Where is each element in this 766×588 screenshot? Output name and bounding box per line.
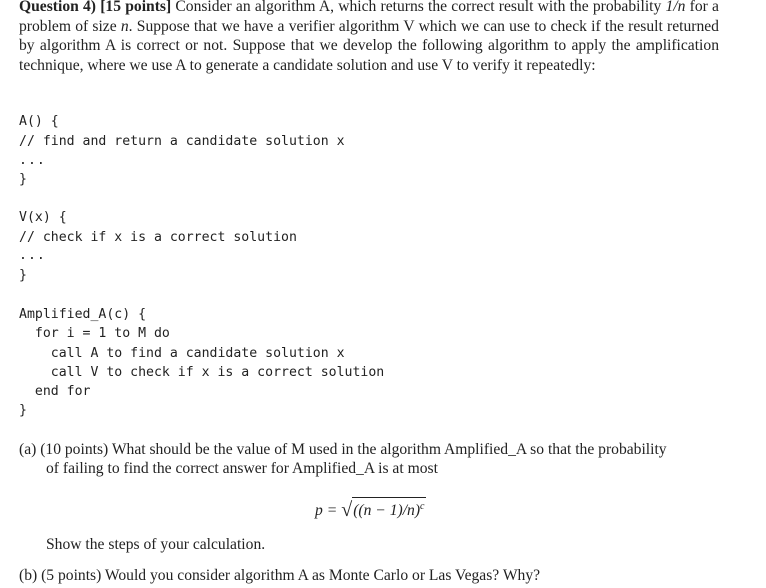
intro-prob: 1/n bbox=[665, 0, 686, 15]
question-intro bbox=[19, 0, 719, 75]
code-a-header: A() { bbox=[19, 114, 59, 129]
code-a-comment: // find and return a candidate solution x bbox=[19, 134, 345, 149]
question-points: [15 points] bbox=[100, 0, 172, 15]
code-v-comment: // check if x is a correct solution bbox=[19, 230, 297, 245]
code-amp-header: Amplified_A(c) { bbox=[19, 307, 147, 322]
formula-exponent: c bbox=[420, 501, 425, 512]
code-v-dots: ... bbox=[19, 248, 46, 263]
code-amp-endfor: end for bbox=[19, 384, 91, 399]
code-a-close: } bbox=[19, 172, 27, 187]
part-a-show-steps: Show the steps of your calculation. bbox=[46, 536, 266, 553]
code-v-header: V(x) { bbox=[19, 210, 67, 225]
code-v-close: } bbox=[19, 268, 27, 283]
question-label: Question 4) bbox=[19, 0, 96, 15]
intro-size-var: n bbox=[120, 17, 129, 35]
intro-text-2: for a problem of size bbox=[19, 0, 719, 35]
formula-radicand: ((n − 1)/n) bbox=[353, 502, 421, 520]
intro-text-1: Consider an algorithm A, which returns the correct result with the probability bbox=[171, 0, 666, 15]
code-amp-call-a: call A to find a candidate solution x bbox=[19, 346, 345, 361]
code-a-dots: ... bbox=[19, 153, 46, 168]
formula-lhs: p = bbox=[315, 502, 338, 520]
part-b-line-1: (b) (5 points) Would you consider algorithm A as Monte Carlo or Las Vegas? Why? bbox=[19, 567, 541, 584]
intro-text-3: . Suppose that we have a verifier algorithm V which we can use to check if the result returned by algorithm A is correct or not. Suppose that we develop the following algorithm to apply the amplification technique, where we use A to generate a candidate solution and use V to verify it repeatedly: bbox=[19, 17, 719, 74]
part-a-line-2: of failing to find the correct answer for Amplified_A is at most bbox=[46, 460, 438, 477]
code-amp-for: for i = 1 to M do bbox=[19, 326, 170, 341]
formula-radicand-wrap bbox=[352, 497, 426, 520]
probability-formula bbox=[315, 497, 426, 520]
part-a-line-1: (a) (10 points) What should be the value of M used in the algorithm Amplified_A so that the probability bbox=[19, 441, 667, 458]
sqrt-icon: √ bbox=[341, 499, 353, 522]
code-amp-close: } bbox=[19, 403, 27, 418]
code-amp-call-v: call V to check if x is a correct solution bbox=[19, 365, 385, 380]
